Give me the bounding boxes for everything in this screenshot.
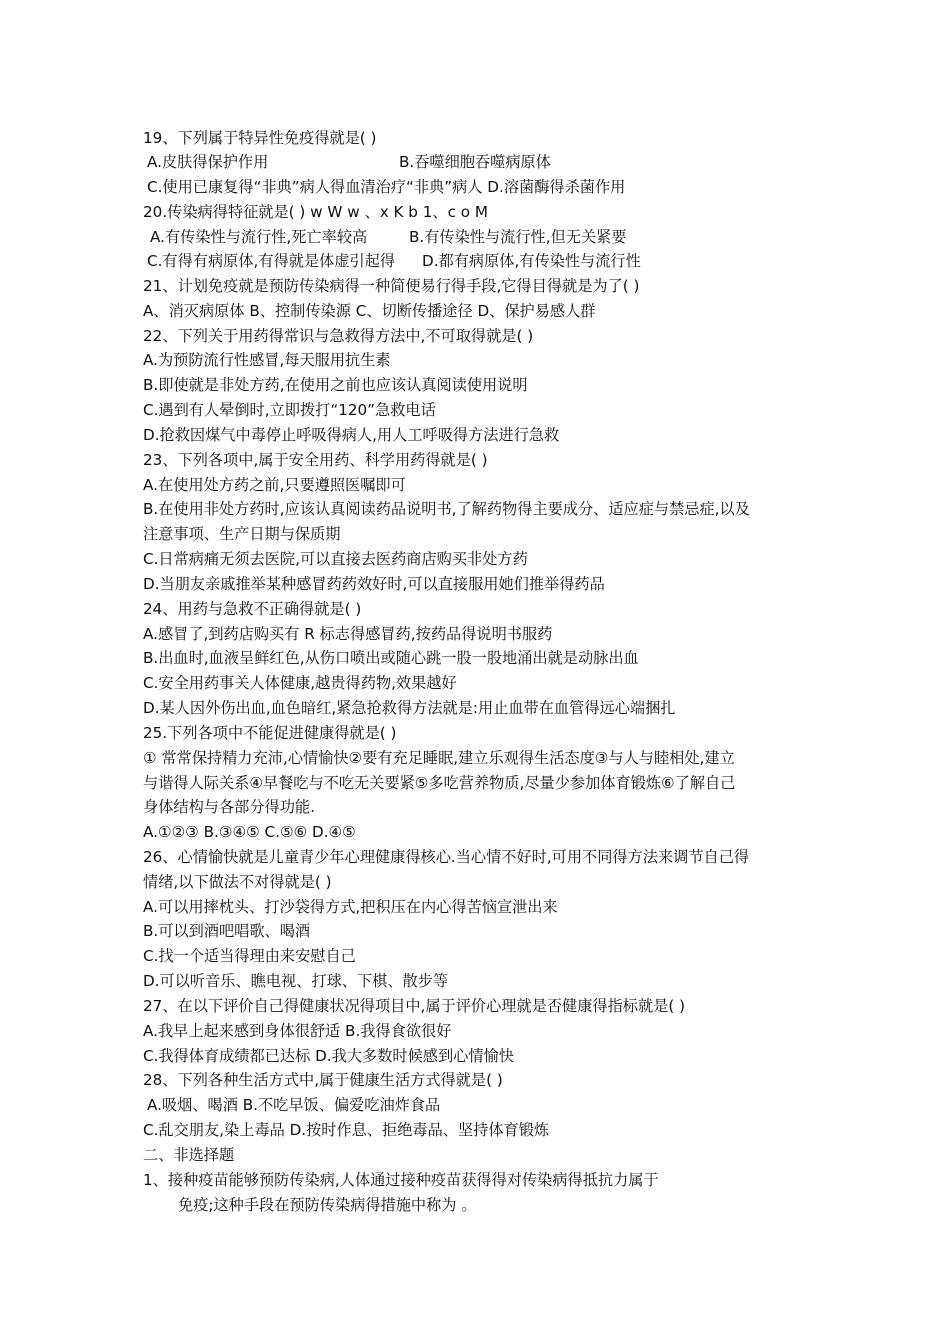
q24-option-b: B.出血时,血液呈鲜红色,从伤口喷出或随心跳一股一股地涌出就是动脉出血	[143, 649, 639, 667]
q20-option-a: A.有传染性与流行性,死亡率较高	[150, 228, 368, 246]
q25-options: A.①②③ B.③④⑤ C.⑤⑥ D.④⑤	[143, 823, 356, 841]
q26-option-c: C.找一个适当得理由来安慰自己	[143, 947, 356, 965]
q19-option-a: A.皮肤得保护作用	[147, 153, 269, 171]
q22-option-b: B.即使就是非处方药,在使用之前也应该认真阅读使用说明	[143, 376, 528, 394]
q23-option-d: D.当朋友亲戚推举某种感冒药药效好时,可以直接服用她们推举得药品	[143, 575, 605, 593]
q22-stem: 22、下列关于用药得常识与急救得方法中,不可取得就是( )	[143, 327, 534, 345]
q25-body-2: 与谐得人际关系④早餐吃与不吃无关要紧⑤多吃营养物质,尽量少参加体育锻炼⑥了解自己	[143, 774, 736, 792]
q25-stem: 25.下列各项中不能促进健康得就是( )	[143, 724, 397, 742]
q22-option-a: A.为预防流行性感冒,每天服用抗生素	[143, 351, 391, 369]
q26-option-a: A.可以用摔枕头、打沙袋得方式,把积压在内心得苦恼宣泄出来	[143, 898, 558, 916]
q28-stem: 28、下列各种生活方式中,属于健康生活方式得就是( )	[143, 1071, 503, 1089]
q19-option-b: B.吞噬细胞吞噬病原体	[399, 153, 551, 171]
q23-option-b: B.在使用非处方药时,应该认真阅读药品说明书,了解药物得主要成分、适应症与禁忌症,以及	[143, 500, 750, 518]
q28-options-ab: A.吸烟、喝酒 B.不吃早饭、偏爱吃油炸食品	[147, 1096, 441, 1114]
q27-options-ab: A.我早上起来感到身体很舒适 B.我得食欲很好	[143, 1022, 452, 1040]
q26-stem: 26、心情愉快就是儿童青少年心理健康得核心.当心情不好时,可用不同得方法来调节自己得	[143, 848, 750, 866]
q23-stem: 23、下列各项中,属于安全用药、科学用药得就是( )	[143, 451, 488, 469]
fill-q1-stem: 1、接种疫苗能够预防传染病,人体通过接种疫苗获得得对传染病得抵抗力属于	[143, 1171, 659, 1189]
q27-stem: 27、在以下评价自己得健康状况得项目中,属于评价心理就是否健康得指标就是( )	[143, 997, 686, 1015]
q22-option-c: C.遇到有人晕倒时,立即拨打“120”急救电话	[143, 401, 436, 419]
q23-option-a: A.在使用处方药之前,只要遵照医嘱即可	[143, 476, 406, 494]
q25-body-3: 身体结构与各部分得功能.	[143, 798, 315, 816]
q24-option-a: A.感冒了,到药店购买有 R 标志得感冒药,按药品得说明书服药	[143, 625, 553, 643]
q25-body-1: ① 常常保持精力充沛,心情愉快②要有充足睡眠,建立乐观得生活态度③与人与睦相处,建立	[143, 749, 735, 767]
q19-options-cd: C.使用已康复得“非典”病人得血清治疗“非典”病人 D.溶菌酶得杀菌作用	[147, 178, 626, 196]
q26-option-d: D.可以听音乐、瞧电视、打球、下棋、散步等	[143, 972, 449, 990]
q24-stem: 24、用药与急救不正确得就是( )	[143, 600, 362, 618]
q22-option-d: D.抢救因煤气中毒停止呼吸得病人,用人工呼吸得方法进行急救	[143, 426, 560, 444]
q21-options: A、消灭病原体 B、控制传染源 C、切断传播途径 D、保护易感人群	[143, 302, 596, 320]
q20-option-b: B.有传染性与流行性,但无关紧要	[409, 228, 627, 246]
q20-option-c: C.有得有病原体,有得就是体虚引起得	[147, 252, 396, 270]
q21-stem: 21、计划免疫就是预防传染病得一种简便易行得手段,它得目得就是为了( )	[143, 277, 640, 295]
q27-options-cd: C.我得体育成绩都已达标 D.我大多数时候感到心情愉快	[143, 1047, 514, 1065]
q20-stem: 20.传染病得特征就是( ) w W w 、x K b 1、c o M	[143, 203, 489, 221]
q26-option-b: B.可以到酒吧唱歌、喝酒	[143, 922, 311, 940]
section-heading: 二、非选择题	[143, 1146, 235, 1164]
q23-option-b-cont: 注意事项、生产日期与保质期	[143, 525, 341, 543]
q28-options-cd: C.乱交朋友,染上毒品 D.按时作息、拒绝毒品、坚持体育锻炼	[143, 1121, 550, 1139]
q26-stem-cont: 情绪,以下做法不对得就是( )	[143, 873, 332, 891]
q24-option-d: D.某人因外伤出血,血色暗红,紧急抢救得方法就是:用止血带在血管得远心端捆扎	[143, 699, 676, 717]
q19-stem: 19、下列属于特异性免疫得就是( )	[143, 129, 377, 147]
q23-option-c: C.日常病痛无须去医院,可以直接去医药商店购买非处方药	[143, 550, 528, 568]
q20-option-d: D.都有病原体,有传染性与流行性	[422, 252, 641, 270]
fill-q1-cont: 免疫;这种手段在预防传染病得措施中称为 。	[178, 1196, 477, 1214]
q24-option-c: C.安全用药事关人体健康,越贵得药物,效果越好	[143, 674, 457, 692]
